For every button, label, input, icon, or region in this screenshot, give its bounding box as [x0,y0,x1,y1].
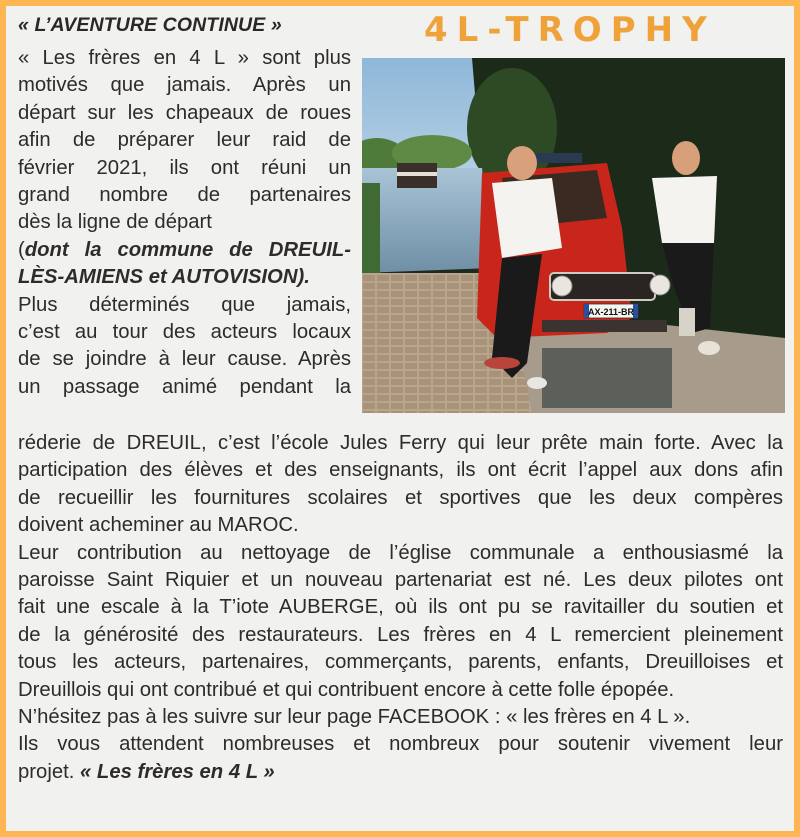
text-line: doivent acheminer au MAROC. [18,514,299,537]
text-line: motivés que jamais. Après un [18,74,351,97]
text-line: de recueillir les fournitures scolaires et sportives que les deux compères [18,486,783,509]
text-line: de la générosité des restaurateurs. Les frères en 4 L remercient pleinement [18,623,783,646]
full-width-text [18,430,783,786]
text-line: tous les acteurs, partenaires, commerçants, parents, enfants, Dreuilloises et [18,651,783,674]
text-line: Ils vous attendent nombreuses et nombreux pour soutenir vivement leur [18,733,783,756]
partners-line [18,237,351,264]
text-line: Dreuillois qui ont contribué et qui contribuent encore à cette folle épopée. [18,678,675,701]
text-line: un passage animé pendant la [18,375,351,398]
closing-prefix: projet. [18,760,81,783]
text-line: fait une escale à la T’iote AUBERGE, où ils ont pu se ravitailler du soutien et [18,596,783,619]
partners-line: LÈS-AMIENS et AUTOVISION). [18,266,310,289]
text-line: départ sur les chapeaux de roues [18,101,351,124]
brand-title: 4L-TROPHY [424,10,716,50]
left-column-text [18,45,351,401]
text-line: paroisse Saint Riquier et un nouveau partenariat est né. Les deux pilotes ont [18,569,783,592]
text-line: « Les frères en 4 L » sont plus [18,47,351,69]
text-line: février 2021, ils ont réuni un [18,156,351,179]
photo-illustration [362,58,785,413]
text-line: participation des élèves et des enseignants, ils ont écrit l’appel aux dons afin [18,459,783,482]
article-photo [362,58,785,413]
signature: « Les frères en 4 L » [80,760,275,783]
text-line: de se joindre à leur cause. Après [18,348,351,371]
text-line: afin de préparer leur raid de [18,129,351,152]
text-line: Plus déterminés que jamais, [18,293,351,316]
license-plate-text: AX-211-BR [587,307,635,317]
text-line: c’est au tour des acteurs locaux [18,321,351,344]
section-title: « L’AVENTURE CONTINUE » [18,14,282,36]
text-line: Leur contribution au nettoyage de l’église communale a enthousiasmé la [18,541,783,564]
open-paren: ( [18,238,25,261]
text-line: grand nombre de partenaires [18,184,351,207]
text-line: dès la ligne de départ [18,211,212,234]
text-line: réderie de DREUIL, c’est l’école Jules Ferry qui leur prête main forte. Avec la [18,432,783,454]
text-line: N’hésitez pas à les suivre sur leur page FACEBOOK : « les frères en 4 L ». [18,706,691,729]
article-page [6,6,794,831]
partners-highlight: dont la commune de DREUIL- [24,238,351,261]
closing-line [18,759,783,786]
